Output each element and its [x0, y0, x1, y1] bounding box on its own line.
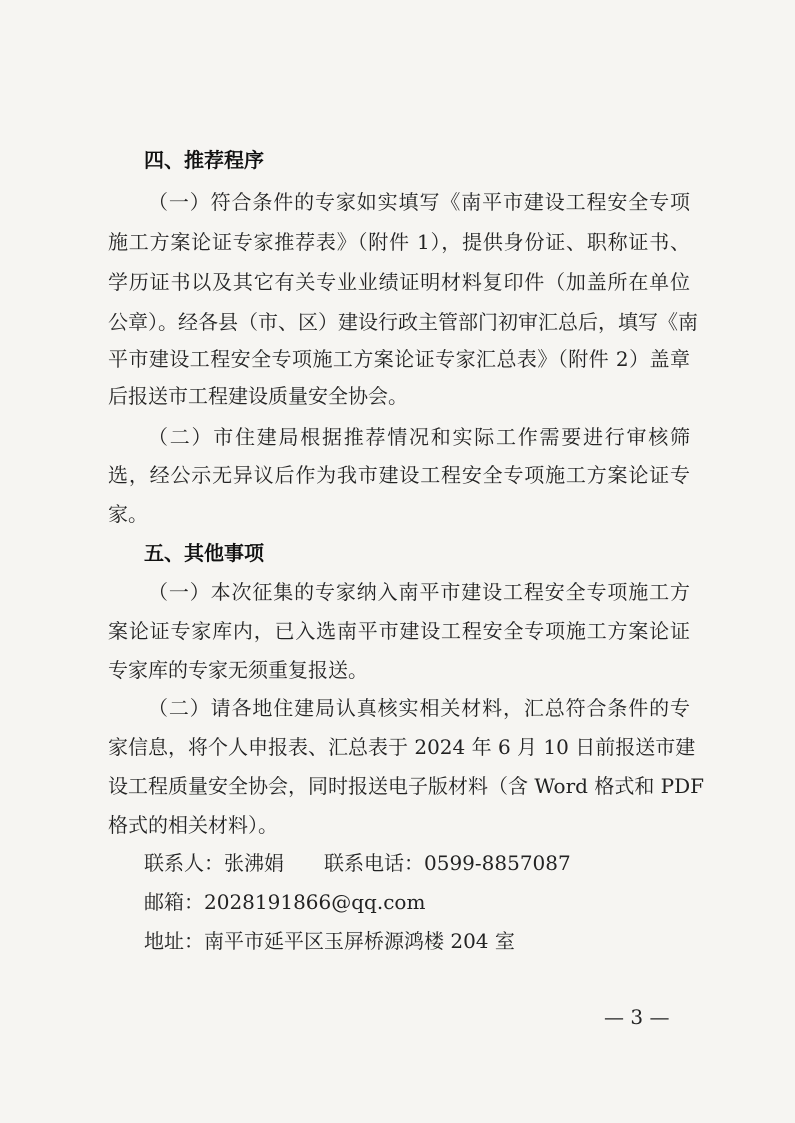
contact-address: 地址：南平市延平区玉屏桥源鸿楼 204 室: [144, 929, 515, 953]
paragraph-line: 设工程质量安全协会，同时报送电子版材料（含 Word 格式和 PDF: [108, 774, 705, 798]
paragraph-line: （一）符合条件的专家如实填写《南平市建设工程安全专项: [148, 190, 690, 214]
contact-person: 联系人：张沸娟: [144, 851, 284, 875]
paragraph-line: 案论证专家库内，已入选南平市建设工程安全专项施工方案论证: [108, 619, 690, 643]
paragraph-line: （一）本次征集的专家纳入南平市建设工程安全专项施工方: [148, 580, 690, 604]
paragraph-line: 后报送市工程建设质量安全协会。: [108, 384, 408, 408]
paragraph-line: 选，经公示无异议后作为我市建设工程安全专项施工方案论证专: [108, 463, 690, 487]
paragraph-line: 格式的相关材料）。: [108, 813, 278, 837]
paragraph-line: 施工方案论证专家推荐表》（附件 1），提供身份证、职称证书、: [108, 230, 690, 254]
paragraph-line: 公章）。经各县（市、区）建设行政主管部门初审汇总后，填写《南: [108, 310, 698, 334]
paragraph-line: 家。: [108, 502, 148, 526]
paragraph-line: 平市建设工程安全专项施工方案论证专家汇总表》（附件 2）盖章: [108, 347, 690, 371]
paragraph-line: 学历证书以及其它有关专业业绩证明材料复印件（加盖所在单位: [108, 270, 690, 294]
paragraph-line: （二）请各地住建局认真核实相关材料，汇总符合条件的专: [148, 696, 690, 720]
paragraph-line: 家信息，将个人申报表、汇总表于 2024 年 6 月 10 日前报送市建: [108, 735, 696, 759]
paragraph-line: （二）市住建局根据推荐情况和实际工作需要进行审核筛: [148, 425, 690, 449]
contact-line: [144, 849, 571, 877]
contact-email: 邮箱：2028191866@qq.com: [144, 890, 426, 914]
paragraph-line: 专家库的专家无须重复报送。: [108, 658, 368, 682]
section-heading-other-matters: 五、其他事项: [144, 541, 264, 565]
page-number: — 3 —: [604, 1005, 670, 1029]
section-heading-recommendation-procedure: 四、推荐程序: [144, 148, 264, 172]
contact-phone: 联系电话：0599-8857087: [324, 851, 571, 875]
